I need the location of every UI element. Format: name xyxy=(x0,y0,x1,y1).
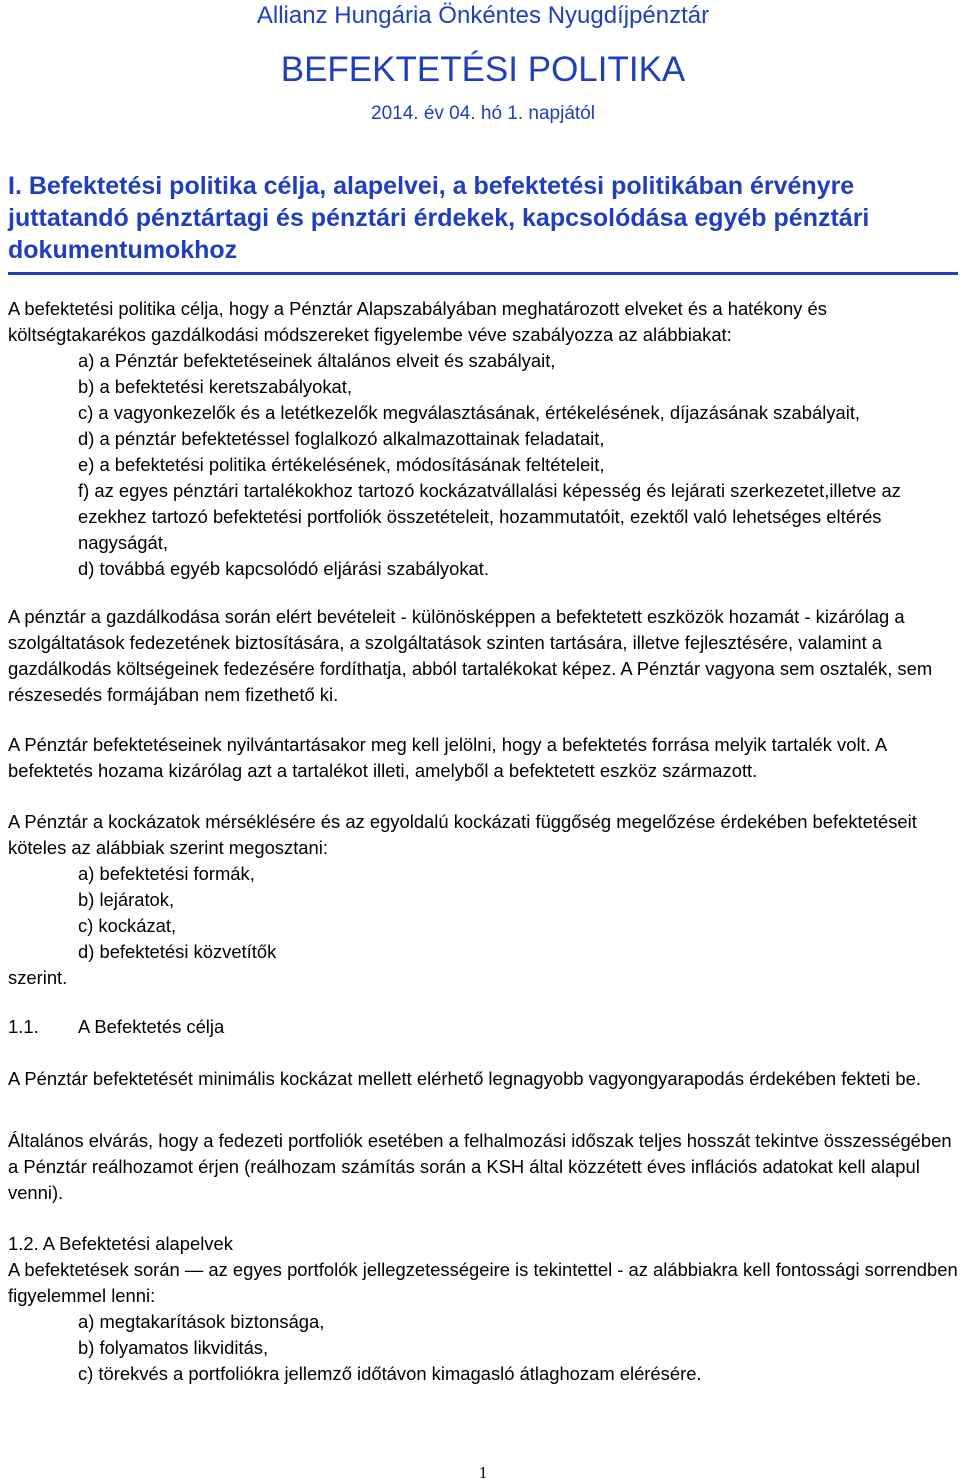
section-1-list xyxy=(8,348,958,582)
section-1-heading: I. Befektetési politika célja, alapelvei, a befektetési politikában érvényre juttatandó pénztártagi és pénztári érdekek, kapcsolódása egyéb pénztári dokumentumokhoz xyxy=(8,170,958,275)
list-item: c) a vagyonkezelők és a letétkezelők megválasztásának, értékelésének, díjazásának szabályait, xyxy=(78,402,861,423)
list-item: d) befektetési közvetítők xyxy=(78,941,277,962)
subsection-number: 1.1. xyxy=(8,1016,39,1037)
document-title: BEFEKTETÉSI POLITIKA xyxy=(280,50,686,89)
paragraph-risk xyxy=(8,809,958,991)
section-1-intro: A befektetési politika célja, hogy a Pénztár Alapszabályában meghatározott elveket és a hatékony és költségtakarékos gazdálkodási módszereket figyelembe véve szabályozza az alábbiakat: xyxy=(8,298,827,345)
subsection-1-2 xyxy=(8,1231,958,1387)
list-item: b) a befektetési keretszabályokat, xyxy=(78,376,352,397)
paragraph-goal: A Pénztár befektetését minimális kockázat mellett elérhető legnagyobb vagyongyarapodás érdekében fekteti be. xyxy=(8,1068,921,1089)
effective-date: 2014. év 04. hó 1. napjától xyxy=(371,103,595,124)
page-number: 1 xyxy=(478,1463,488,1482)
principles-list xyxy=(8,1309,958,1387)
subsection-1-2-intro: A befektetések során — az egyes portfolók jellegzetességeire is tekintettel - az alábbiakra kell fontossági sorrendben figyelemmel lenni: xyxy=(8,1259,958,1306)
list-item: c) törekvés a portfoliókra jellemző időtávon kimagasló átlaghozam elérésére. xyxy=(78,1363,702,1384)
subsection-1-2-heading: 1.2. A Befektetési alapelvek xyxy=(8,1233,233,1254)
fund-name: Allianz Hungária Önkéntes Nyugdíjpénztár xyxy=(256,2,710,29)
paragraph-expectation: Általános elvárás, hogy a fedezeti portfoliók esetében a felhalmozási időszak teljes hosszát tekintve összességében a Pénztár reálhozamot érjen (reálhozam számítás során a KSH által közzétett éves inflációs adatokat kell alapul venni). xyxy=(8,1130,952,1203)
list-item: a) a Pénztár befektetéseinek általános elveit és szabályait, xyxy=(78,350,556,371)
list-item: b) folyamatos likviditás, xyxy=(78,1337,269,1358)
risk-intro: A Pénztár a kockázatok mérséklésére és az egyoldalú kockázati függőség megelőzése érdekében befektetéseit köteles az alábbiak szerint megosztani: xyxy=(8,811,917,858)
list-item: f) az egyes pénztári tartalékokhoz tartozó kockázatvállalási képesség és lejárati szerkezetet,illetve az ezekhez tartozó befektetési portfoliók összetételeit, hozammutatóit, ezektől való lehetséges eltérés nagyságát, xyxy=(78,480,901,553)
subsection-1-1-heading xyxy=(8,1014,958,1040)
paragraph-records: A Pénztár befektetéseinek nyilvántartásakor meg kell jelölni, hogy a befektetés forrása melyik tartalék volt. A befektetés hozama kizárólag azt a tartalékot illeti, amelyből a befektetett eszköz származott. xyxy=(8,734,887,781)
subsection-title: A Befektetés célja xyxy=(78,1016,225,1037)
risk-end: szerint. xyxy=(8,967,68,988)
list-item: a) megtakarítások biztonsága, xyxy=(78,1311,325,1332)
list-item: a) befektetési formák, xyxy=(78,863,255,884)
risk-list xyxy=(8,861,958,965)
paragraph-revenue: A pénztár a gazdálkodása során elért bevételeit - különösképpen a befektetett eszközök hozamát - kizárólag a szolgáltatások fedezetének biztosítására, a szolgáltatások szinten tartására, illetve fejlesztésére, valamint a gazdálkodás költségeinek fedezésére fordíthatja, abból tartalékokat képez. A Pénztár vagyona sem osztalék, sem részesedés formájában nem fizethető ki. xyxy=(8,606,933,705)
list-item: d) továbbá egyéb kapcsolódó eljárási szabályokat. xyxy=(78,558,489,579)
list-item: c) kockázat, xyxy=(78,915,177,936)
list-item: e) a befektetési politika értékelésének, módosításának feltételeit, xyxy=(78,454,605,475)
section-1-body xyxy=(8,296,958,582)
list-item: b) lejáratok, xyxy=(78,889,175,910)
list-item: d) a pénztár befektetéssel foglalkozó alkalmazottainak feladatait, xyxy=(78,428,605,449)
